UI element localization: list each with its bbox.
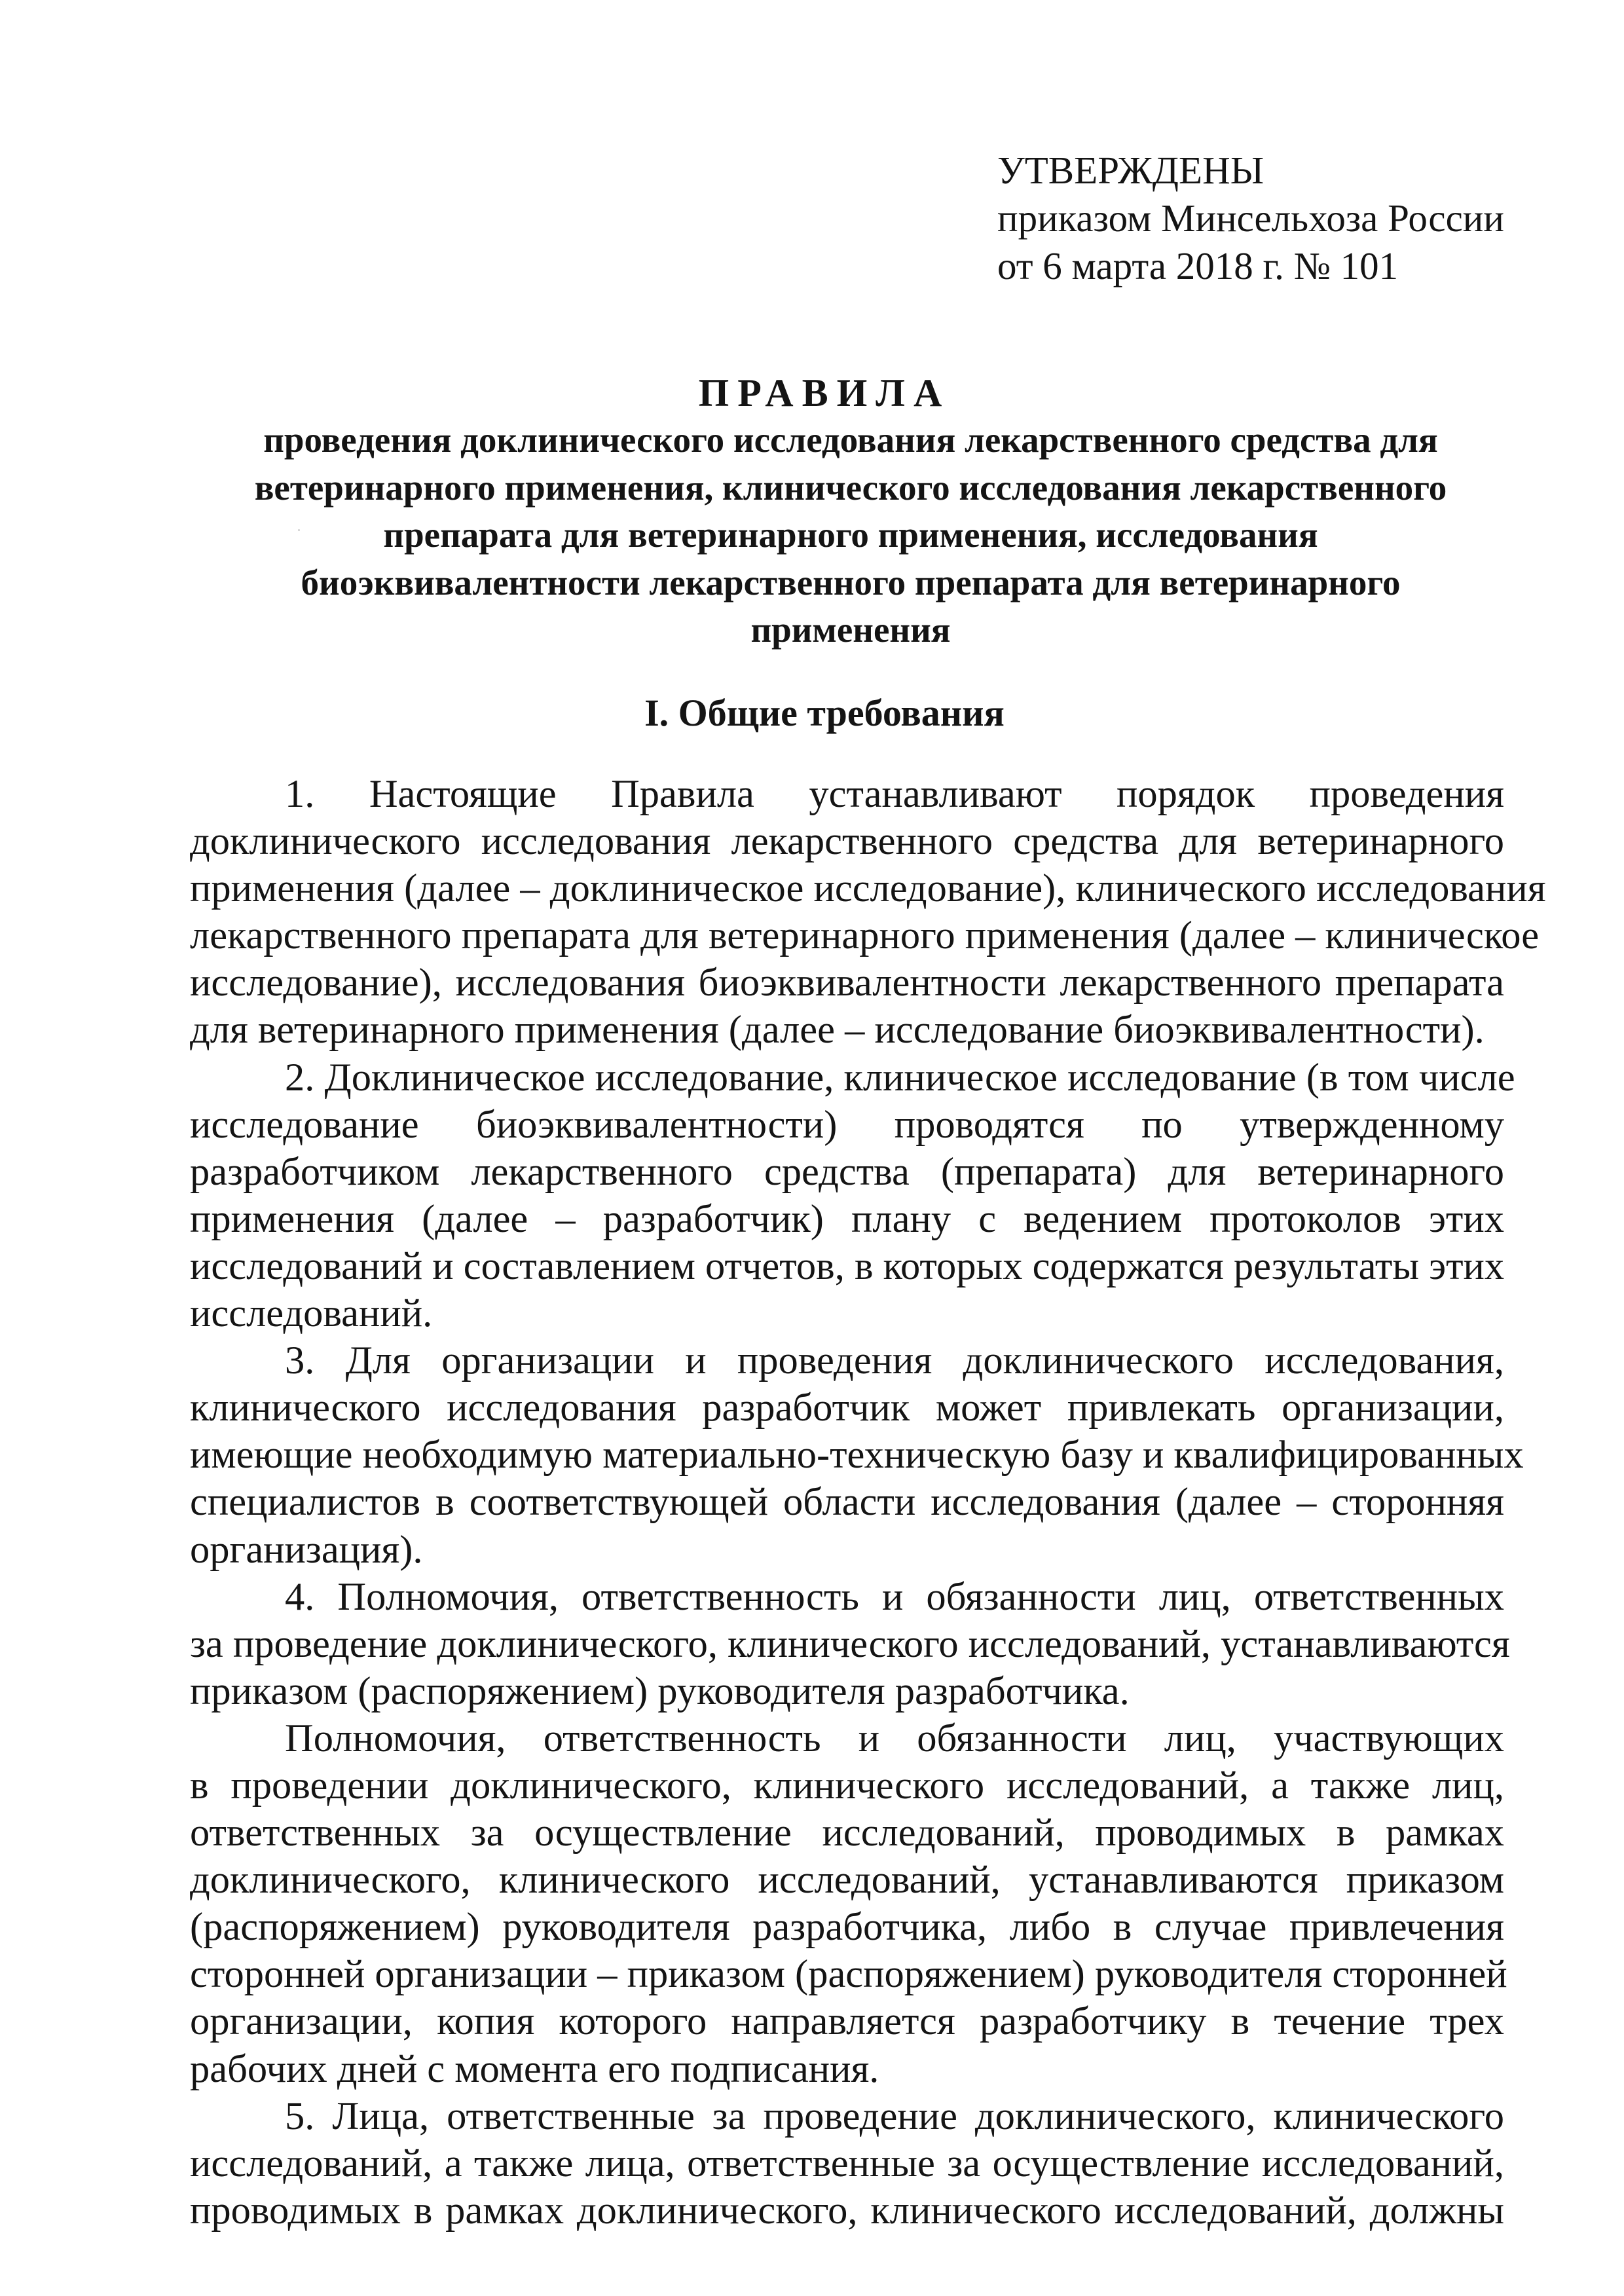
text-line: исследование биоэквивалентности) проводятся по утвержденному <box>190 1102 1504 1147</box>
paragraph-1 <box>190 771 1546 1054</box>
text-line: применения (далее – разработчик) плану с ведением протоколов этих <box>190 1196 1504 1241</box>
document-subtitle <box>196 417 1505 654</box>
text-line: за проведение доклинического, клинического исследований, устанавливаются <box>190 1621 1510 1666</box>
text-line: (распоряжением) руководителя разработчика, либо в случае привлечения <box>190 1905 1504 1950</box>
subtitle-line: препарата для ветеринарного применения, исследования <box>383 515 1318 555</box>
text-line: 4. Полномочия, ответственность и обязанности лиц, ответственных <box>285 1574 1504 1619</box>
document-title: ПРАВИЛА <box>698 371 951 415</box>
text-line: проводимых в рамках доклинического, клинического исследований, должны <box>190 2188 1504 2232</box>
text-line: доклинического, клинического исследований, устанавливаются приказом <box>190 1858 1504 1902</box>
text-line: организация). <box>190 1527 423 1572</box>
text-line: исследований. <box>190 1291 433 1336</box>
text-line: 2. Доклиническое исследование, клиническое исследование (в том числе <box>285 1055 1515 1100</box>
section-heading: I. Общие требования <box>644 692 1005 734</box>
text-line: специалистов в соответствующей области исследования (далее – сторонняя <box>190 1480 1504 1525</box>
subtitle-line: проведения доклинического исследования лекарственного средства для <box>263 420 1438 460</box>
approval-order-line: приказом Минсельхоза России <box>997 196 1504 240</box>
text-line: применения (далее – доклиническое исследование), клинического исследования <box>190 866 1546 911</box>
scan-speck <box>298 529 300 531</box>
paragraph-3 <box>190 1337 1524 1573</box>
text-line: исследований, а также лица, ответственные за осуществление исследований, <box>190 2141 1504 2185</box>
text-line: 1. Настоящие Правила устанавливают порядок проведения <box>285 772 1504 816</box>
approval-heading: УТВЕРЖДЕНЫ <box>997 149 1264 192</box>
text-line: клинического исследования разработчик может привлекать организации, <box>190 1386 1504 1430</box>
text-line: имеющие необходимую материально-техническую базу и квалифицированных <box>190 1433 1524 1477</box>
text-line: исследований и составлением отчетов, в которых содержатся результаты этих <box>190 1244 1505 1288</box>
text-line: разработчиком лекарственного средства (препарата) для ветеринарного <box>190 1149 1504 1194</box>
document-body <box>190 771 1546 2234</box>
text-line: приказом (распоряжением) руководителя разработчика. <box>190 1669 1130 1713</box>
approval-date-line: от 6 марта 2018 г. № 101 <box>997 244 1399 287</box>
text-line: лекарственного препарата для ветеринарного применения (далее – клиническое <box>190 914 1540 958</box>
paragraph-5 <box>190 2093 1504 2234</box>
text-line: 3. Для организации и проведения доклинического исследования, <box>285 1339 1504 1383</box>
text-line: в проведении доклинического, клинического исследований, а также лиц, <box>190 1763 1504 1807</box>
text-line: 5. Лица, ответственные за проведение доклинического, клинического <box>285 2094 1504 2138</box>
paragraph-4-continued <box>190 1715 1507 2093</box>
paragraph-2 <box>190 1054 1515 1338</box>
text-line: доклинического исследования лекарственного средства для ветеринарного <box>190 819 1504 864</box>
text-line: организации, копия которого направляется разработчику в течение трех <box>190 1999 1504 2044</box>
text-line: сторонней организации – приказом (распоряжением) руководителя сторонней <box>190 1952 1507 1997</box>
subtitle-line: применения <box>750 610 951 650</box>
paragraph-4 <box>190 1574 1510 1715</box>
text-line: ответственных за осуществление исследований, проводимых в рамках <box>190 1811 1504 1855</box>
text-line: для ветеринарного применения (далее – исследование биоэквивалентности). <box>190 1008 1485 1052</box>
text-line: рабочих дней с момента его подписания. <box>190 2046 879 2091</box>
approval-stamp-block <box>997 147 1534 290</box>
text-line: исследование), исследования биоэквивалентности лекарственного препарата <box>190 961 1504 1005</box>
subtitle-line: биоэквивалентности лекарственного препарата для ветеринарного <box>301 562 1401 602</box>
text-line: Полномочия, ответственность и обязанности лиц, участвующих <box>285 1716 1504 1760</box>
subtitle-line: ветеринарного применения, клинического исследования лекарственного <box>254 467 1447 508</box>
